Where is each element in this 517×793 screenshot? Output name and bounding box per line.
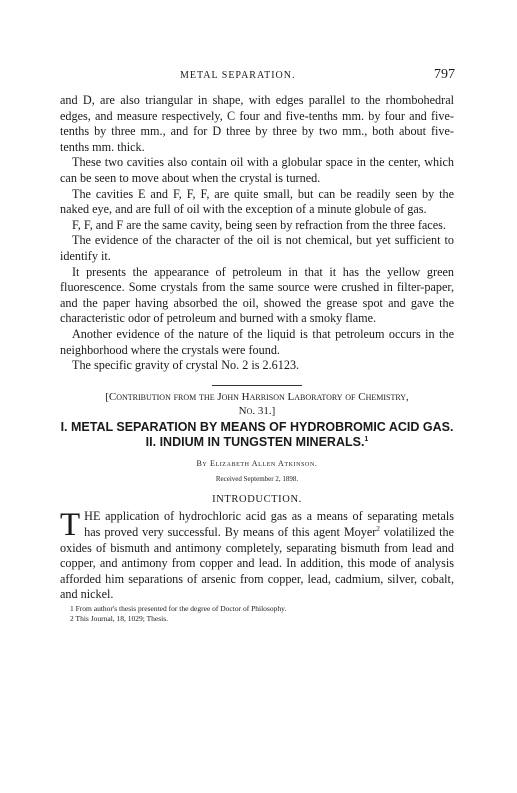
contribution-line: [Contribution from the John Harrison Laboratory of Chemistry,	[105, 390, 409, 403]
contribution-number: No. 31.]	[238, 404, 276, 417]
page-body	[60, 93, 454, 624]
paragraph: These two cavities also contain oil with a globular space in the center, which can be seen to move about when the crystal is turned.	[60, 155, 454, 185]
article-title	[60, 420, 454, 451]
section-heading: INTRODUCTION.	[212, 493, 302, 505]
paragraph: The specific gravity of crystal No. 2 is 2.6123.	[72, 358, 300, 373]
title-footnote-mark: 1	[364, 436, 369, 444]
intro-paragraph	[60, 509, 454, 603]
footnote: 2 This Journal, 18, 1029; Thesis.	[70, 614, 169, 624]
paragraph: It presents the appearance of petroleum in that it has the yellow green fluorescence. Some crystals from the same source were crushed in filter-paper, and the paper having absorbed the oil, showed the grease spot and gave the characteristic odor of petroleum and burned with a smoky flame.	[60, 264, 454, 326]
drop-cap: T	[60, 507, 81, 544]
page-number: 797	[434, 67, 455, 82]
received-date: Received September 2, 1898.	[215, 475, 299, 484]
paragraph: The evidence of the character of the oil is not chemical, but yet sufficient to identify it.	[60, 233, 454, 263]
intro-text-continued: volatilized the oxides of bismuth and antimony completely, separating bismuth from lead and copper, and antimony from copper and lead. In addition, this mode of analysis afforded him separations of arsenic from copper, lead, cadmium, silver, cobalt, and nickel.	[60, 525, 454, 602]
section-divider	[212, 385, 302, 386]
footnote: 1 From author's thesis presented for the degree of Doctor of Philosophy.	[70, 604, 287, 614]
intro-footnote-mark: 2	[376, 525, 380, 533]
author-byline: By Elizabeth Allen Atkinson.	[196, 458, 318, 468]
contribution-note	[60, 390, 454, 418]
paragraph: The cavities E and F, F, F, are quite small, but can be readily seen by the naked eye, and are full of oil with the exception of a minute globule of gas.	[60, 186, 454, 217]
intro-text: HE application of hydrochloric acid gas as a means of separating metals has proved very successful. By means of this agent Moyer	[84, 509, 454, 540]
paragraph: F, F, and F are the same cavity, being seen by refraction from the three faces.	[72, 217, 446, 232]
paragraph: and D, are also triangular in shape, with edges parallel to the rhombohedral edges, and measure respectively, C four and five-tenths mm. by four and five-tenths by three mm., and for D three by three by two mm., both about five-tenths mm. thick.	[60, 93, 454, 154]
running-head: METAL SEPARATION.	[180, 70, 296, 81]
footnotes	[60, 604, 454, 624]
article-title-text: I. METAL SEPARATION BY MEANS OF HYDROBROMIC ACID GAS. II. INDIUM IN TUNGSTEN MINERALS.	[60, 419, 454, 450]
paragraph: Another evidence of the nature of the liquid is that petroleum occurs in the neighborhood where the crystals were found.	[60, 326, 454, 357]
